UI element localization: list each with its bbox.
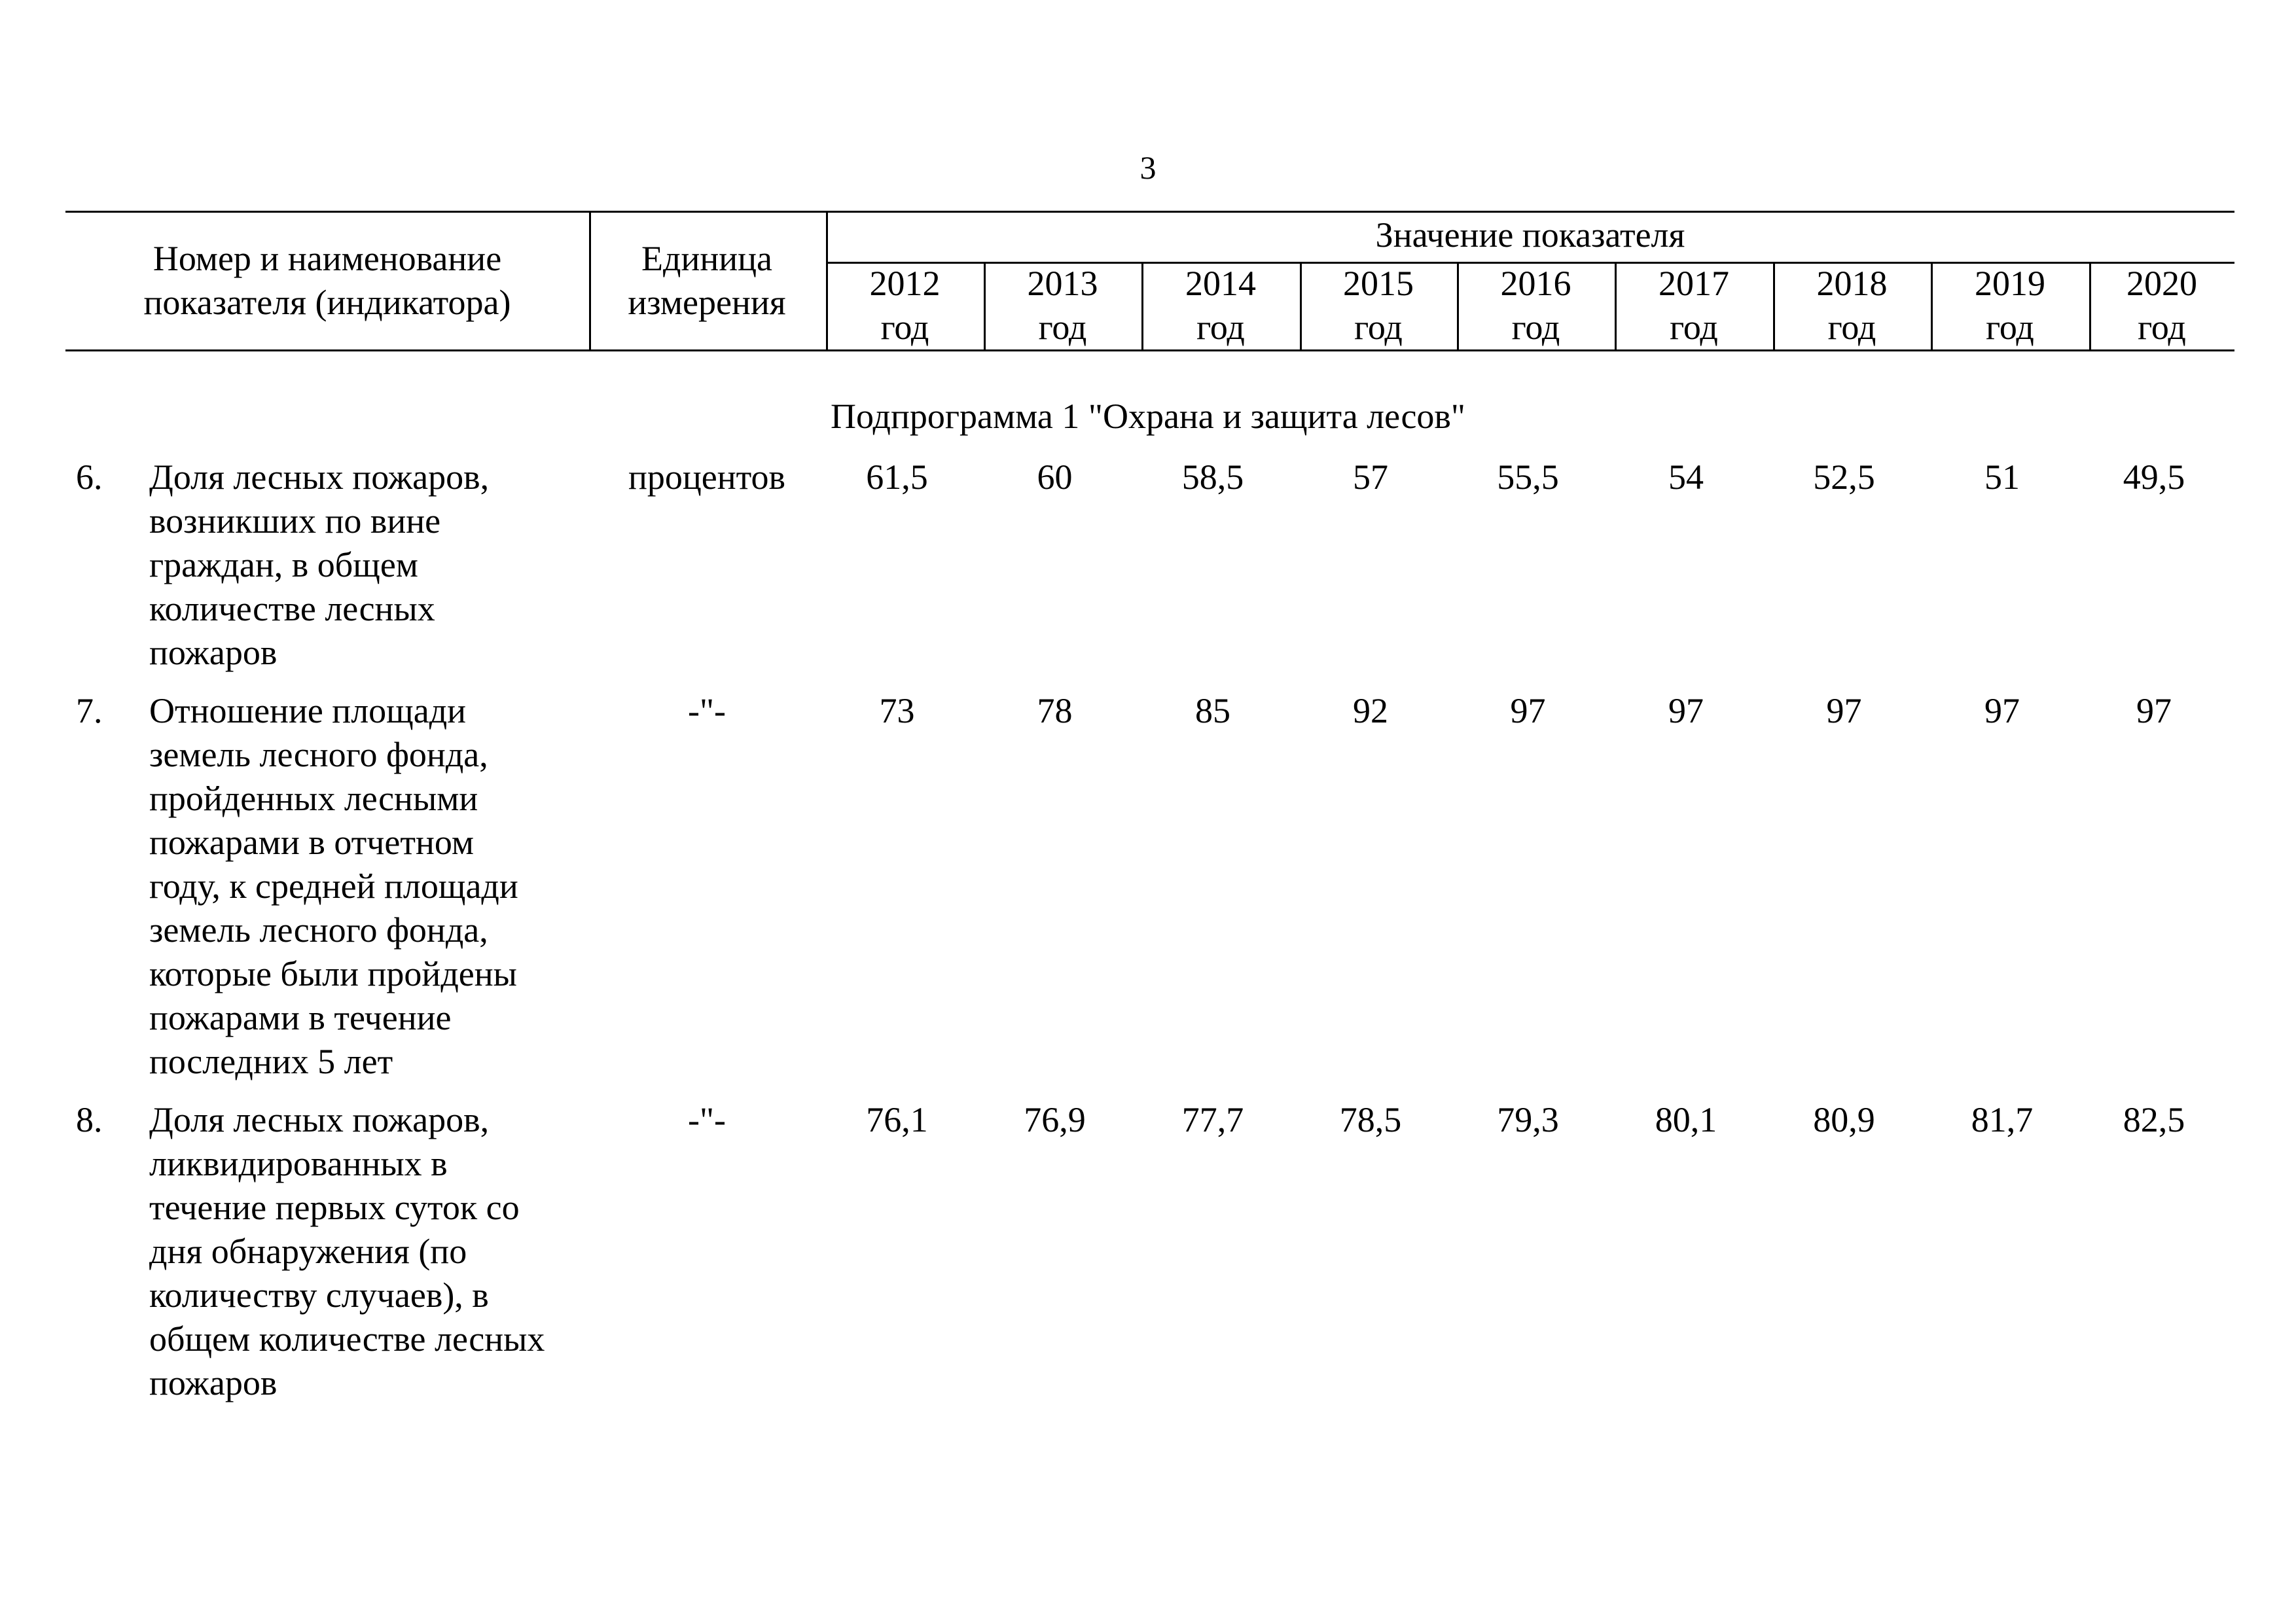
row-indicator-name	[149, 455, 594, 675]
header-year-suffix: год	[2138, 308, 2186, 347]
row-indicator-name-line: количестве лесных	[149, 589, 435, 628]
row-value-2015: 92	[1353, 691, 1388, 730]
row-value-2016: 55,5	[1497, 457, 1559, 497]
row-value-2020: 49,5	[2123, 457, 2185, 497]
row-indicator-name-line: граждан, в общем	[149, 545, 418, 584]
header-year-2013	[984, 262, 1141, 349]
row-indicator-name-line: Доля лесных пожаров,	[149, 1100, 490, 1139]
header-year-2015	[1300, 262, 1457, 349]
page-number: 3	[1139, 149, 1157, 186]
header-year-2014	[1141, 262, 1300, 349]
header-year-suffix: год	[1827, 308, 1876, 347]
row-indicator-name-line: ликвидированных в	[149, 1144, 448, 1183]
header-year-suffix: год	[1670, 308, 1718, 347]
row-value-2019: 51	[1984, 457, 2020, 497]
row-indicator-name-line: пожаров	[149, 633, 278, 672]
header-year-label: 2016	[1500, 264, 1571, 303]
header-indicator-name-line2: показателя (индикатора)	[143, 283, 511, 322]
row-value-2018: 97	[1826, 691, 1862, 730]
header-year-label: 2020	[2126, 264, 2197, 303]
header-year-label: 2014	[1185, 264, 1256, 303]
header-year-label: 2013	[1027, 264, 1098, 303]
header-year-label: 2015	[1343, 264, 1414, 303]
header-year-2012	[826, 262, 984, 349]
row-unit: процентов	[628, 457, 786, 497]
row-indicator-name-line: Отношение площади	[149, 691, 467, 730]
row-indicator-name-line: Доля лесных пожаров,	[149, 457, 490, 497]
row-indicator-name-line: возникших по вине	[149, 501, 441, 541]
row-indicator-name-line: пройденных лесными	[149, 779, 478, 818]
row-value-2016: 97	[1510, 691, 1546, 730]
row-indicator-name-line: земель лесного фонда,	[149, 910, 488, 950]
row-indicator-name	[149, 1098, 594, 1405]
row-indicator-name-line: общем количестве лесных	[149, 1319, 545, 1359]
header-year-2017	[1615, 262, 1773, 349]
row-indicator-name-line: году, к средней площади	[149, 866, 518, 906]
row-value-2020: 82,5	[2123, 1100, 2185, 1139]
row-value-2019: 97	[1984, 691, 2020, 730]
header-unit	[589, 237, 825, 325]
header-unit-line1: Единица	[641, 239, 773, 278]
table-top-rule	[65, 211, 2234, 213]
row-value-2014: 77,7	[1181, 1100, 1244, 1139]
row-indicator-name-line: пожарами в течение	[149, 998, 452, 1037]
row-value-2016: 79,3	[1497, 1100, 1559, 1139]
row-value-2013: 78	[1037, 691, 1073, 730]
row-value-2017: 54	[1668, 457, 1704, 497]
header-indicator-name	[65, 237, 589, 325]
row-indicator-name-line: земель лесного фонда,	[149, 735, 488, 774]
header-year-suffix: год	[880, 308, 929, 347]
row-indicator-name-line: которые были пройдены	[149, 954, 517, 993]
table-header-bottom-rule	[65, 349, 2234, 351]
row-indicator-name-line: последних 5 лет	[149, 1042, 393, 1081]
row-value-2014: 85	[1195, 691, 1230, 730]
row-value-2012: 61,5	[866, 457, 928, 497]
header-year-2018	[1773, 262, 1931, 349]
header-indicator-name-line1: Номер и наименование	[152, 239, 502, 278]
header-year-2019	[1931, 262, 2089, 349]
row-value-2018: 52,5	[1813, 457, 1875, 497]
header-year-suffix: год	[1196, 308, 1245, 347]
row-value-2013: 76,9	[1024, 1100, 1086, 1139]
row-value-2012: 73	[879, 691, 915, 730]
header-year-suffix: год	[1511, 308, 1560, 347]
header-year-2016	[1457, 262, 1615, 349]
row-value-2012: 76,1	[866, 1100, 928, 1139]
row-number: 6.	[76, 457, 103, 497]
row-value-2019: 81,7	[1971, 1100, 2034, 1139]
header-year-suffix: год	[1986, 308, 2034, 347]
header-year-suffix: год	[1354, 308, 1403, 347]
row-indicator-name-line: дня обнаружения (по	[149, 1232, 467, 1271]
row-unit: -"-	[687, 1100, 726, 1139]
row-indicator-name-line: пожарами в отчетном	[149, 823, 475, 862]
row-value-2014: 58,5	[1181, 457, 1244, 497]
header-year-label: 2017	[1659, 264, 1729, 303]
row-value-2017: 97	[1668, 691, 1704, 730]
header-year-label: 2018	[1816, 264, 1888, 303]
row-indicator-name-line: течение первых суток со	[149, 1188, 520, 1227]
header-year-label: 2012	[869, 264, 941, 303]
row-number: 8.	[76, 1100, 103, 1139]
header-year-2020	[2089, 262, 2234, 349]
row-value-2015: 78,5	[1339, 1100, 1402, 1139]
header-unit-line2: измерения	[628, 283, 786, 322]
header-year-suffix: год	[1038, 308, 1087, 347]
subprogram-title: Подпрограмма 1 "Охрана и защита лесов"	[831, 397, 1465, 436]
row-value-2015: 57	[1353, 457, 1388, 497]
row-indicator-name-line: пожаров	[149, 1363, 278, 1402]
row-value-2018: 80,9	[1813, 1100, 1875, 1139]
row-unit: -"-	[687, 691, 726, 730]
header-year-label: 2019	[1975, 264, 2045, 303]
header-values-title: Значение показателя	[1375, 215, 1685, 255]
row-value-2020: 97	[2136, 691, 2172, 730]
row-indicator-name-line: количеству случаев), в	[149, 1275, 489, 1315]
row-value-2013: 60	[1037, 457, 1073, 497]
row-value-2017: 80,1	[1655, 1100, 1717, 1139]
row-number: 7.	[76, 691, 103, 730]
row-indicator-name	[149, 689, 594, 1084]
